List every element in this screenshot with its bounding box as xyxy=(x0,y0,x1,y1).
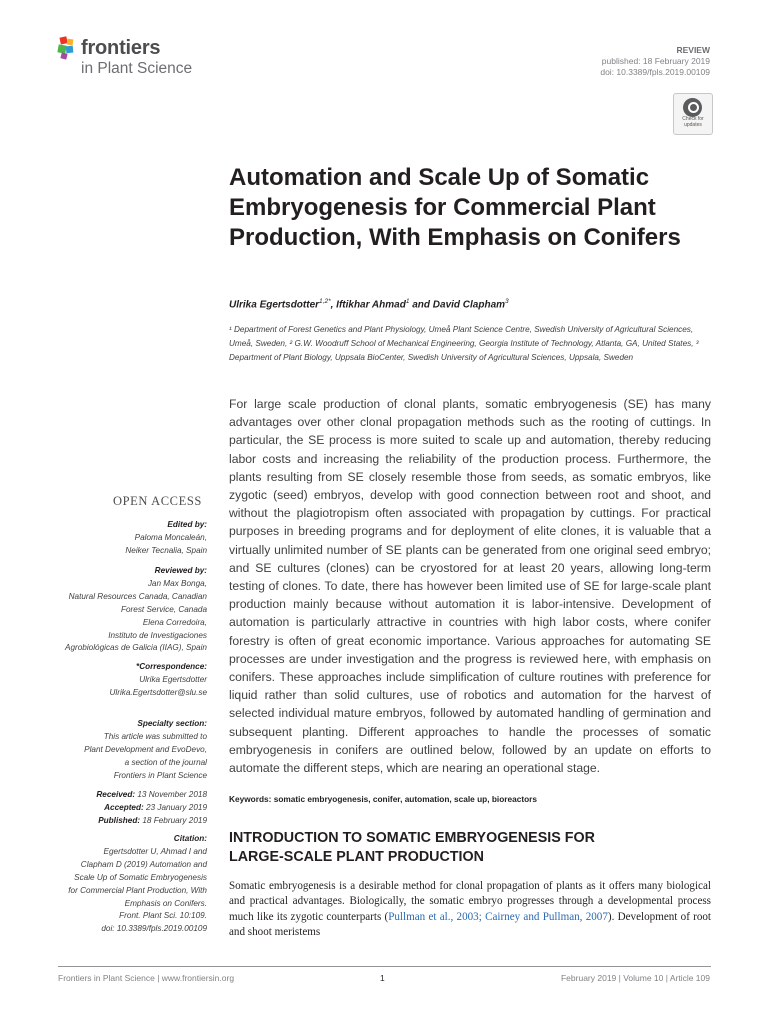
specialty-section-label: Specialty section: xyxy=(137,719,207,728)
body-text-start: Somatic embryogenesis is a desirable method for clonal propagation of plants as it offers many biological and practical advantages. Biologically, the somatic embryo progresses through a developmental process much like its zygotic counterparts ( xyxy=(229,880,711,923)
badge-label-line1: Check for xyxy=(682,116,704,122)
journal-logo xyxy=(55,33,225,81)
section-body xyxy=(229,879,711,940)
article-header-info xyxy=(600,45,710,78)
open-access-label: OPEN ACCESS xyxy=(113,494,202,508)
reviewed-by-block xyxy=(7,565,207,655)
specialty-line: Frontiers in Plant Science xyxy=(113,770,207,780)
correspondence-block xyxy=(7,661,207,700)
reviewed-by-label: Reviewed by: xyxy=(154,566,207,575)
footer-divider xyxy=(58,966,711,967)
published-date: published: 18 February 2019 xyxy=(601,56,710,66)
citation-block xyxy=(7,833,207,936)
page-number: 1 xyxy=(380,973,385,983)
editor-line: Neiker Tecnalia, Spain xyxy=(125,545,207,555)
reviewer-line: Agrobiológicas de Galicia (IIAG), Spain xyxy=(65,643,207,653)
reviewer-line[interactable]: Elena Corredoira, xyxy=(142,617,207,627)
reviewer-line: Forest Service, Canada xyxy=(120,604,207,614)
section-heading xyxy=(229,829,711,867)
specialty-line: Plant Development and EvoDevo, xyxy=(84,744,207,754)
author-separator: , xyxy=(330,299,337,311)
citation-separator: ; xyxy=(478,910,486,923)
journal-name-secondary: in Plant Science xyxy=(81,60,193,77)
accepted-label: Accepted: xyxy=(104,802,144,812)
edited-by-block xyxy=(7,519,207,558)
check-for-updates-icon xyxy=(683,98,702,117)
citation-line: Clapham D (2019) Automation and xyxy=(80,859,207,869)
section-heading-line1: INTRODUCTION TO SOMATIC EMBRYOGENESIS FOR xyxy=(229,830,595,846)
citation-line: for Commercial Plant Production, With xyxy=(68,885,207,895)
author-affiliation-marker: 3 xyxy=(505,298,509,305)
citation-link[interactable]: Cairney and Pullman, 2007 xyxy=(485,910,608,923)
doi-link[interactable]: doi: 10.3389/fpls.2019.00109 xyxy=(600,67,710,77)
keywords-text: somatic embryogenesis, conifer, automation, scale up, bioreactors xyxy=(273,794,538,804)
article-title: Automation and Scale Up of Somatic Embryogenesis for Commercial Plant Production, With Emphasis on Conifers xyxy=(229,164,681,251)
article-type: REVIEW xyxy=(676,45,710,55)
abstract: For large scale production of clonal plants, somatic embryogenesis (SE) has many advantages over other clonal propagation methods such as the rooting of cuttings. In particular, the SE process is more suited to scale up and automation, thereby reducing labor costs and increasing the reliability of the production process. Furthermore, the plants resulting from SE closely resemble those from seeds, as somatic embryos, like zygotic (seed) embryos, develop with good connection between root and shoot, and without the plagiotropism often associated with propagation by cuttings. For practical purposes in breeding programs and for deployment of elite clones, it is valuable that a virtually unlimited number of SE plants can be generated from one original seed embryo; and SE cultures (clones) can be cryostored for at least 20 years, allowing long-term testing of clones. To date, there has however been limited use of SE for large-scale plant production mainly because without automation it is labor-intensive. Development of automation is particularly attractive in countries with high labor costs, where conifer forestry is often of great economic importance. Various approaches for automating SE processes are under investigation and the progress is reviewed here, with emphasis on conifers. These approaches include simplification of culture routines with preference for liquid rather than solid cultures, use of robotics and automation for the harvest of selected individual mature embryos, followed by automated handling of germination and subsequent planting. Different approaches to handle the processes of somatic embryogenesis in conifers are outlined below, followed by an update on efforts to automate the different steps, which are nearing an operational stage. xyxy=(229,397,711,776)
author-name[interactable]: Ulrika Egertsdotter xyxy=(229,299,320,311)
received-label: Received: xyxy=(96,790,136,799)
section-heading-line2: LARGE-SCALE PLANT PRODUCTION xyxy=(229,849,484,865)
edited-by-label: Edited by: xyxy=(167,520,207,529)
frontiers-logo-icon xyxy=(55,35,81,61)
journal-name-primary: frontiers xyxy=(81,37,161,59)
author-list xyxy=(229,298,509,310)
specialty-section-block xyxy=(7,718,207,783)
reviewer-line: Instituto de Investigaciones xyxy=(108,630,207,640)
citation-link[interactable]: Pullman et al., 2003 xyxy=(388,910,479,923)
published-label: Published: xyxy=(98,815,141,825)
keywords xyxy=(229,794,537,804)
author-name[interactable]: Iftikhar Ahmad xyxy=(336,299,406,311)
body-text-end: ). Development of root and shoot meristems xyxy=(229,910,712,938)
dates-block xyxy=(7,789,207,828)
editor-line[interactable]: Paloma Moncaleán, xyxy=(134,532,207,542)
specialty-line: a section of the journal xyxy=(124,757,207,767)
author-affiliation-marker: 1 xyxy=(405,298,410,305)
author-affiliation-marker: 1,2* xyxy=(319,298,331,305)
correspondence-label: *Correspondence: xyxy=(136,662,207,671)
citation-line: Egertsdotter U, Ahmad I and xyxy=(103,846,207,856)
received-date: 13 November 2018 xyxy=(137,790,207,799)
footer-journal[interactable]: Frontiers in Plant Science | www.frontiersin.org xyxy=(58,973,235,983)
author-separator: and xyxy=(409,299,433,311)
author-name[interactable]: David Clapham xyxy=(432,299,506,311)
correspondence-email[interactable]: Ulrika.Egertsdotter@slu.se xyxy=(109,687,207,697)
affiliations: ¹ Department of Forest Genetics and Plant Physiology, Umeå Plant Science Centre, Swedish University of Agricultural Sciences, Umeå, Sweden, ² G.W. Woodruff School of Mechanical Engineering, Georgia Institute of Technology, Atlanta, GA, United States, ³ Department of Plant Biology, Uppsala BioCenter, Swedish University of Agricultural Sciences, Uppsala, Sweden xyxy=(229,325,699,362)
citation-line: Scale Up of Somatic Embryogenesis xyxy=(74,872,207,882)
reviewer-line[interactable]: Jan Max Bonga, xyxy=(147,578,207,588)
check-for-updates-badge[interactable] xyxy=(673,93,713,135)
citation-doi[interactable]: doi: 10.3389/fpls.2019.00109 xyxy=(101,924,207,934)
citation-label: Citation: xyxy=(173,834,207,843)
correspondence-name: Ulrika Egertsdotter xyxy=(139,674,207,684)
badge-label-line2: updates xyxy=(684,121,702,128)
keywords-label: Keywords: xyxy=(229,794,272,804)
citation-line: Emphasis on Conifers. xyxy=(124,898,207,908)
footer-issue-info: February 2019 | Volume 10 | Article 109 xyxy=(560,973,710,983)
published-date-sidebar: 18 February 2019 xyxy=(142,815,207,825)
specialty-line: This article was submitted to xyxy=(103,731,207,741)
accepted-date: 23 January 2019 xyxy=(146,802,207,812)
reviewer-line: Natural Resources Canada, Canadian xyxy=(68,591,207,601)
citation-line: Front. Plant Sci. 10:109. xyxy=(119,911,207,921)
badge-label xyxy=(674,117,712,128)
